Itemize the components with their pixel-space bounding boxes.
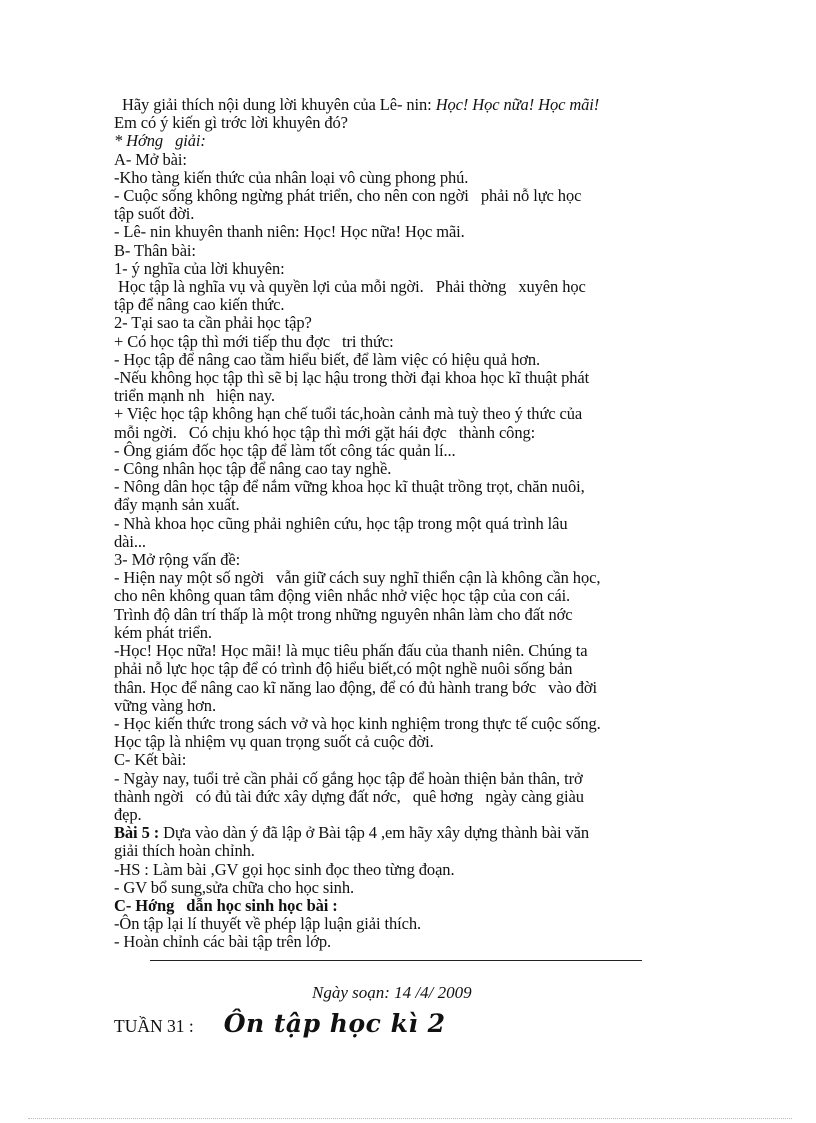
outline-line: Học tập là nghĩa vụ và quyền lợi của mỗi ngời. Phải thờng xuyên học — [114, 277, 586, 297]
outline-line: C- Kết bài: — [114, 750, 187, 770]
exercise-gv: - GV bổ sung,sửa chữa cho học sinh. — [114, 877, 355, 897]
outline-line: triển mạnh nh hiện nay. — [114, 386, 275, 406]
outline-line: - Nhà khoa học cũng phải nghiên cứu, học tập trong một quá trình lâu — [114, 513, 568, 533]
outline-line: - Công nhân học tập để nâng cao tay nghề. — [114, 459, 392, 479]
exercise-text: Dựa vào dàn ý đã lập ở Bài tập 4 ,em hãy xây dựng thành bài văn — [159, 823, 589, 843]
outline-line: -Kho tàng kiến thức của nhân loại vô cùng phong phú. — [114, 167, 469, 187]
exercise-line — [114, 824, 684, 842]
outline-line: - Nông dân học tập để nắm vững khoa học kĩ thuật trồng trọt, chăn nuôi, — [114, 477, 585, 497]
page-bottom-border — [28, 1118, 792, 1119]
outline-line: đẹp. — [114, 804, 142, 824]
prompt-quote: Học! Học nữa! Học mãi! — [435, 95, 600, 114]
exercise-label: Bài 5 : — [114, 823, 160, 843]
homework-item: - Hoàn chỉnh các bài tập trên lớp. — [114, 932, 331, 952]
homework-heading — [114, 897, 684, 915]
outline-line: tập để nâng cao kiến thức. — [114, 295, 285, 315]
homework-heading-b: dẫn học sinh học bài : — [174, 895, 338, 915]
outline-line: tập suốt đời. — [114, 204, 195, 224]
outline-line: Trình độ dân trí thấp là một trong những nguyên nhân làm cho đất nớc — [114, 604, 573, 624]
outline-line: - Hiện nay một số ngời vẫn giữ cách suy nghĩ thiển cận là không cần học, — [114, 568, 601, 588]
outline-lines — [114, 132, 684, 824]
outline-line: + Việc học tập không hạn chế tuổi tác,hoàn cảnh mà tuỳ theo ý thức của — [114, 404, 583, 424]
outline-line: - Học tập để nâng cao tầm hiểu biết, để làm việc có hiệu quả hơn. — [114, 349, 541, 369]
outline-line: 1- ý nghĩa của lời khuyên: — [114, 258, 285, 278]
prep-date: Ngày soạn: 14 /4/ 2009 — [312, 983, 472, 1002]
outline-line: Học tập là nhiệm vụ quan trọng suốt cả cuộc đời. — [114, 732, 434, 752]
week-heading — [114, 1009, 446, 1038]
outline-line: mỗi ngời. Có chịu khó học tập thì mới gặt hái đợc thành công: — [114, 422, 536, 442]
homework-item: -Ôn tập lại lí thuyết về phép lập luận giải thích. — [114, 914, 422, 934]
outline-line: B- Thân bài: — [114, 240, 196, 260]
outline-line: A- Mở bài: — [114, 149, 187, 169]
outline-line: cho nên không quan tâm động viên nhắc nhở việc học tập của con cái. — [114, 586, 571, 606]
prompt-text: Hãy giải thích nội dung lời khuyên của Lê- nin: — [122, 95, 436, 114]
outline-line: - Học kiến thức trong sách vở và học kinh nghiệm trong thực tế cuộc sống. — [114, 713, 601, 733]
outline-line: -Học! Học nữa! Học mãi! là mục tiêu phấn đấu của thanh niên. Chúng ta — [114, 641, 588, 661]
outline-line: - Ngày nay, tuổi trẻ cần phải cố gắng học tập để hoàn thiện bản thân, trở — [114, 768, 583, 788]
outline-line: - Ông giám đốc học tập để làm tốt công tác quản lí... — [114, 440, 456, 460]
outline-line: đẩy mạnh sản xuất. — [114, 495, 240, 515]
prompt-line-2: Em có ý kiến gì trớc lời khuyên đó? — [114, 113, 348, 133]
outline-line: -Nếu không học tập thì sẽ bị lạc hậu trong thời đại khoa học kĩ thuật phát — [114, 368, 590, 388]
week-label: TUẦN 31 : — [114, 1016, 194, 1036]
outline-line: - Lê- nin khuyên thanh niên: Học! Học nữa! Học mãi. — [114, 222, 465, 242]
outline-line: * Hớng giải: — [114, 131, 206, 151]
outline-line: phải nỗ lực học tập để có trình độ hiểu biết,có một nghề nuôi sống bản — [114, 659, 573, 679]
exercise-hs: -HS : Làm bài ,GV gọi học sinh đọc theo từng đoạn. — [114, 859, 455, 879]
week-title: Ôn tập học kì 2 — [223, 1009, 446, 1038]
outline-line: kém phát triển. — [114, 622, 212, 642]
outline-line: vững vàng hơn. — [114, 695, 216, 715]
outline-line: 3- Mở rộng vấn đề: — [114, 550, 241, 570]
prompt-line — [114, 96, 684, 114]
homework-heading-a: C- Hớng — [114, 895, 175, 915]
outline-line: thành ngời có đủ tài đức xây dựng đất nớc, quê hơng ngày càng giàu — [114, 786, 584, 806]
outline-line: + Có học tập thì mới tiếp thu đợc tri thức: — [114, 331, 394, 351]
section-divider — [150, 960, 642, 961]
outline-line: - Cuộc sống không ngừng phát triển, cho nên con ngời phải nỗ lực học — [114, 186, 582, 206]
exercise-line-2: giải thích hoàn chỉnh. — [114, 841, 255, 861]
outline-line: 2- Tại sao ta cần phải học tập? — [114, 313, 312, 333]
outline-line: dài... — [114, 531, 146, 551]
outline-line: thân. Học để nâng cao kĩ năng lao động, để có đủ hành trang bớc vào đời — [114, 677, 598, 697]
document-body — [114, 96, 684, 952]
